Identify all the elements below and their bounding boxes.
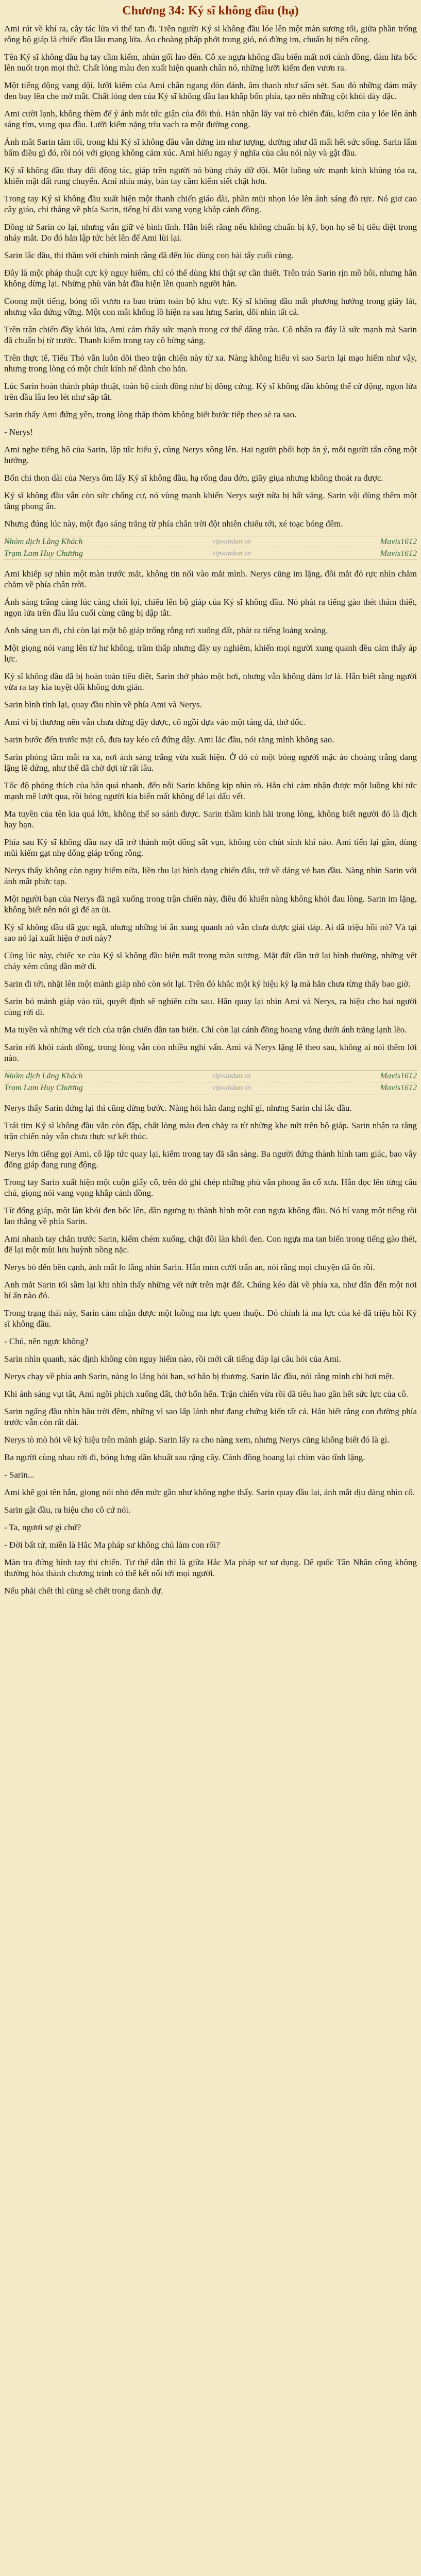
site-watermark: vipvandan.vn: [212, 1072, 251, 1080]
paragraph: Bốn chi thon dài của Nerys ôm lấy Ký sĩ không đầu, hạ rống đau đớn, giãy giụa nhưng không thoát ra được.: [4, 473, 383, 483]
credit-row: [4, 548, 417, 560]
site-watermark: vipvandan.vn: [212, 538, 251, 546]
site-watermark: vipvandan.vn: [212, 1084, 251, 1092]
paragraph: Ami rút về khí ra, cây tác lửa vì thế tan đi. Trên người Ký sĩ không đầu lóe lên một màn sương tối, giữa phần trống rỗng bộ giáp là chiếc đầu lâu mang lửa. Áo choàng phấp phới trong gió, nó đứng im, chuẩn bị tiến công.: [4, 24, 417, 44]
paragraph: Sarin phóng tầm mắt ra xa, nơi ánh sáng trắng vừa xuất hiện. Ở đó có một bóng người mặc áo choàng trắng đang lặng lẽ đứng, như thể đã chờ đợi từ rất lâu.: [4, 752, 417, 773]
paragraph: Ami vì bị thương nên vẫn chưa đứng dậy được, cô ngồi dựa vào một tảng đá, thở dốc.: [4, 717, 306, 727]
paragraph: Coong một tiếng, bóng tối vươn ra bao trùm toàn bộ khu vực. Ký sĩ không đầu mất phương hướng trong giây lát, nhưng vẫn đứng vững. Một con mắt khổng lồ hiện ra sau lưng Sarin, dõi nhìn tất cả.: [4, 296, 417, 317]
chapter-title: Chương 34: Ký sĩ không đầu (hạ): [122, 4, 299, 18]
paragraph: Ma tuyền của tên kia quá lớn, không thể so sánh được. Sarin thầm kinh hãi trong lòng, không biết người đó là địch hay bạn.: [4, 809, 417, 829]
paragraph: Ký sĩ không đầu đã gục ngã, nhưng những bí ẩn xung quanh nó vẫn chưa được giải đáp. Ai đã triệu hồi nó? Và tại sao nó lại xuất hiện ở nơi này?: [4, 922, 417, 943]
paragraph: Sarin gật đầu, ra hiệu cho cô cứ nói.: [4, 1505, 131, 1515]
author-link[interactable]: Mavis1612: [380, 1072, 417, 1080]
credit-row: [4, 536, 417, 548]
paragraph: Ami nghe tiếng hô của Sarin, lập tức hiểu ý, cùng Nerys xông lên. Hai người phối hợp ăn ý, mỗi người tấn công một hướng.: [4, 445, 417, 465]
paragraph: Cùng lúc này, chiếc xe của Ký sĩ không đầu biến mất trong màn sương. Mặt đất dần trở lại bình thường, những vết cháy xém cũng dần mờ đi.: [4, 951, 417, 971]
paragraph: Ami nhanh tay chắn trước Sarin, kiếm chém xuống, chặt đôi làn khói đen. Con ngựa ma tan biến trong tiếng gào thét, để lại một mùi lưu huỳnh nồng nặc.: [4, 1234, 417, 1255]
content-block-3: [4, 1103, 417, 1596]
paragraph: Trong tay Sarin xuất hiện một cuộn giấy cổ, trên đó ghi chép những phù văn phong ấn cổ xưa. Hắn đọc lên từng câu chú, giọng nói vang vọng khắp cánh đồng.: [4, 1177, 417, 1198]
credit-box-1: [4, 536, 417, 560]
paragraph: - Ta, ngươi sợ gì chứ?: [4, 1522, 81, 1532]
paragraph: Sarin bình tĩnh lại, quay đầu nhìn về phía Ami và Nerys.: [4, 700, 202, 709]
paragraph: Nếu phải chết thì cũng sẽ chết trong danh dự.: [4, 1586, 163, 1596]
paragraph: Khi ánh sáng vụt tắt, Ami ngồi phịch xuống đất, thở hổn hển. Trận chiến vừa rồi đã tiêu hao gần hết sức lực của cô.: [4, 1389, 409, 1399]
paragraph: Từ đống giáp, một làn khói đen bốc lên, dần ngưng tụ thành hình một con ngựa không đầu. Nó hí vang một tiếng rồi lao thẳng về phía Sarin.: [4, 1206, 417, 1226]
paragraph: Tên Ký sĩ không đầu hạ tay cầm kiếm, nhún gối lao đến. Cỗ xe ngựa không đầu biến mất nơi cánh đồng, đám lửa bốc lên nuốt trọn mọi thứ. Chất lỏng màu đen xuất hiện quanh chân nó, những lưỡi kiếm đen vươn ra.: [4, 52, 417, 73]
paragraph: Ba người cùng nhau rời đi, bóng lưng dần khuất sau rặng cây. Cánh đồng hoang lại chìm vào tĩnh lặng.: [4, 1452, 365, 1462]
paragraph: Trên trận chiến đầy khói lửa, Ami cảm thấy sức mạnh trong cơ thể dâng trào. Cô nhận ra đây là sức mạnh mà Sarin đã chuẩn bị từ trước. Thanh kiếm trong tay cô bừng sáng.: [4, 325, 417, 345]
credit-row: [4, 1082, 417, 1094]
paragraph: Anh mắt Sarin tối sầm lại khi nhìn thấy những vết nứt trên mặt đất. Chúng kéo dài về phía xa, như dẫn đến một nơi bí ẩn nào đó.: [4, 1280, 417, 1300]
paragraph: Ánh sáng trắng càng lúc càng chói lọi, chiếu lên bộ giáp của Ký sĩ không đầu. Nó phát ra tiếng gào thét thảm thiết, ngọn lửa trên đầu lâu cuối cùng cũng bị dập tắt.: [4, 597, 417, 618]
paragraph: Đồng tử Sarin co lại, nhưng vẫn giữ vẻ bình tĩnh. Hắn biết rằng nếu không chuẩn bị kỹ, bọn họ sẽ bị tiêu diệt trong nháy mắt. Do đó hắn lập tức hét lên để Ami lùi lại.: [4, 222, 417, 243]
credit-row: [4, 1071, 417, 1082]
content-block-2: [4, 568, 417, 1063]
paragraph: Ký sĩ không đầu đã bị hoàn toàn tiêu diệt, Sarin thở phào một hơi, nhưng vẫn không dám lơ là. Hắn biết rằng người vừa ra tay kia tuyệt đối không đơn giản.: [4, 671, 417, 692]
translator-group-link[interactable]: Trạm Lam Huy Chương: [4, 1083, 83, 1092]
paragraph: Đây là một pháp thuật cực kỳ nguy hiểm, chỉ có thể dùng khi thật sự cần thiết. Trên trán Sarin rịn mồ hôi, nhưng hắn không dừng lại. Những phù văn bắt đầu hiện lên quanh người hắn.: [4, 268, 417, 289]
paragraph: Sarin thấy Ami đứng yên, trong lòng thấp thỏm không biết bước tiếp theo sẽ ra sao.: [4, 410, 297, 419]
paragraph: - Sarin...: [4, 1470, 35, 1480]
paragraph: Ami khẽ gọi tên hắn, giọng nói nhỏ đến mức gần như không nghe thấy. Sarin quay đầu lại, ánh mắt dịu dàng nhìn cô.: [4, 1487, 415, 1497]
paragraph: Ký sĩ không đầu thay đổi động tác, giáp trên người nó bùng cháy dữ dội. Một luồng sức mạnh kinh khủng tỏa ra, khiến mặt đất rung chuyển. Ami nhíu mày, bàn tay cầm kiếm siết chặt hơn.: [4, 165, 417, 186]
credit-box-2: [4, 1070, 417, 1094]
author-link[interactable]: Mavis1612: [380, 537, 417, 546]
translator-group-link[interactable]: Nhóm dịch Lãng Khách: [4, 1072, 83, 1080]
paragraph: Trên thực tế, Tiểu Thỏ vẫn luôn dõi theo trận chiến này từ xa. Nàng không hiểu vì sao Sarin lại mạo hiểm như vậy, nhưng trong lòng có một chút kính nể dành cho hắn.: [4, 353, 417, 374]
paragraph: Ami cười lạnh, không thèm để ý ánh mắt tức giận của đối thủ. Hắn nhận lấy vai trò chiến đấu, kiếm của y lóe lên ánh sáng tím, vung qua đầu. Lưỡi kiếm nặng trĩu vạch ra một đường cong.: [4, 109, 417, 129]
paragraph: Trong tay Ký sĩ không đầu xuất hiện một thanh chiến giáo dài, phần mũi nhọn lóe lên ánh sáng đỏ rực. Nó giơ cao cây giáo, chỉ thẳng về phía Sarin, tiếng hí dài vang vọng khắp cánh đồng.: [4, 194, 417, 214]
paragraph: Sarin nhìn quanh, xác định không còn nguy hiểm nào, rồi mới cất tiếng đáp lại câu hỏi của Ami.: [4, 1354, 341, 1364]
paragraph: Màn tra đứng bình tay thi chiến. Tư thế dẫn thì là giữa Hắc Ma pháp sư sư dụng. Dê quốc Tân Nhân công không thường hóa thành chương trình có thể kết nối tới mọi người.: [4, 1557, 417, 1578]
paragraph: Nerys chạy về phía anh Sarin, nàng lo lắng hỏi han, sợ hắn bị thương. Sarin lắc đầu, nói rằng mình chỉ hơi mệt.: [4, 1371, 394, 1381]
paragraph: Trái tim Ký sĩ không đầu vẫn còn đập, chất lỏng màu đen chảy ra từ những khe nứt trên bộ giáp. Sarin nhận ra rằng trận chiến này vẫn chưa thực sự kết thúc.: [4, 1121, 417, 1141]
paragraph: - Nerys!: [4, 427, 33, 437]
paragraph: Ma tuyền và những vết tích của trận chiến dần tan biến. Chỉ còn lại cánh đồng hoang vắng dưới ánh trăng lạnh lẽo.: [4, 1025, 407, 1035]
paragraph: Trong trạng thái này, Sarin cảm nhận được một luồng ma lực quen thuộc. Đó chính là ma lực của kẻ đã triệu hồi Ký sĩ không đầu.: [4, 1308, 417, 1329]
paragraph: Ánh mắt Sarin tăm tối, trong khi Ký sĩ không đầu vẫn đứng im như tượng, dường như đã mất hết sức sống. Sarin lẩm bẩm điều gì đó, rồi nói với giọng không cảm xúc. Ami hiểu ngay ý nghĩa của câu nói này và gật đầu.: [4, 137, 417, 158]
paragraph: Một người bạn của Nerys đã ngã xuống trong trận chiến này, điều đó khiến nàng không khỏi đau lòng. Sarin im lặng, không biết nên nói gì để an ủi.: [4, 894, 417, 914]
paragraph: Lúc Sarin hoàn thành pháp thuật, toàn bộ cánh đồng như bị đông cứng. Ký sĩ không đầu không thể cử động, ngọn lửa trên đầu lâu leo lét như sắp tắt.: [4, 381, 417, 402]
content-block-1: [4, 23, 417, 529]
author-link[interactable]: Mavis1612: [380, 1083, 417, 1092]
paragraph: Nerys thấy Sarin đứng lại thì cũng dừng bước. Nàng hỏi hắn đang nghĩ gì, nhưng Sarin chỉ lắc đầu.: [4, 1103, 352, 1113]
paragraph: Nerys bò đến bên cạnh, ánh mắt lo lắng nhìn Sarin. Hắn mỉm cười trấn an, nói rằng mọi chuyện đã ổn rồi.: [4, 1262, 375, 1272]
paragraph: Anh sáng tan đi, chỉ còn lại một bộ giáp trống rỗng rơi xuống đất, phát ra tiếng loảng xoảng.: [4, 625, 328, 635]
paragraph: Ký sĩ không đầu vẫn còn sức chống cự, nó vùng mạnh khiến Nerys suýt nữa bị hất văng. Sarin vội dùng thêm một tầng phong ấn.: [4, 490, 417, 511]
paragraph: - Chú, nên ngực không?: [4, 1336, 89, 1346]
paragraph: Nhưng đúng lúc này, một đạo sáng trắng từ phía chân trời đột nhiên chiếu tới, xé toạc bóng đêm.: [4, 519, 343, 529]
translator-group-link[interactable]: Trạm Lam Huy Chương: [4, 549, 83, 558]
paragraph: Sarin đi tới, nhặt lên một mảnh giáp nhỏ còn sót lại. Trên đó khắc một ký hiệu kỳ lạ mà hắn chưa từng thấy bao giờ.: [4, 979, 411, 989]
paragraph: Một giọng nói vang lên từ hư không, trầm thấp nhưng đầy uy nghiêm, khiến mọi người xung quanh đều cảm thấy áp lực.: [4, 643, 417, 664]
paragraph: Sarin rời khỏi cánh đồng, trong lòng vẫn còn nhiều nghi vấn. Ami và Nerys lặng lẽ theo sau, không ai nói thêm lời nào.: [4, 1042, 417, 1063]
paragraph: Phía sau Ký sĩ không đầu nay đã trở thành một đống sắt vụn, không còn chút sinh khí nào. Ami tiến lại gần, dùng mũi kiếm gạt nhẹ đống giáp trống rỗng.: [4, 837, 417, 858]
paragraph: Nerys lớn tiếng gọi Ami, cô lập tức quay lại, kiếm trong tay đã sẵn sàng. Ba người đứng thành hình tam giác, bao vây đống giáp đang rung động.: [4, 1149, 417, 1170]
paragraph: Nerys tò mò hỏi về ký hiệu trên mảnh giáp. Sarin lấy ra cho nàng xem, nhưng Nerys cũng không biết đó là gì.: [4, 1435, 390, 1445]
paragraph: Nerys thấy không còn nguy hiểm nữa, liền thu lại hình dạng chiến đấu, trở về dáng vẻ ban đầu. Nàng nhìn Sarin với ánh mắt phức tạp.: [4, 866, 417, 886]
paragraph: Tốc độ phóng thích của hắn quá nhanh, đến nỗi Sarin không kịp nhìn rõ. Hắn chỉ cảm nhận được một luồng khí tức mạnh mẽ lướt qua, rồi bóng người kia biến mất không để lại dấu vết.: [4, 781, 417, 801]
translator-group-link[interactable]: Nhóm dịch Lãng Khách: [4, 537, 83, 546]
paragraph: Sarin lắc đầu, thì thầm với chính mình rằng đã đến lúc dùng con bài tẩy cuối cùng.: [4, 250, 294, 260]
paragraph: - Đời bất tử, miễn là Hắc Ma pháp sư không chủ làm con rối?: [4, 1540, 220, 1550]
paragraph: Một tiếng động vang dội, lưỡi kiếm của Ami chắn ngang đòn đánh, âm thanh như sấm sét. Sau đó những đám mây đen bay lên che mờ mắt. Chất lỏng đen của Ký sĩ không đầu lan khắp bốn phía, tạo nên những cột khói dày đặc.: [4, 80, 417, 101]
author-link[interactable]: Mavis1612: [380, 549, 417, 558]
paragraph: Sarin ngẩng đầu nhìn bầu trời đêm, những vì sao lấp lánh như đang chứng kiến tất cả. Hắn biết rằng con đường phía trước vẫn còn rất dài.: [4, 1406, 417, 1427]
paragraph: Ami khiếp sợ nhìn một màn trước mắt, không tin nổi vào mắt mình. Nerys cũng im lặng, đôi mắt đỏ rực nhìn chằm chằm về phía chân trời.: [4, 569, 417, 589]
paragraph: Sarin bước đến trước mặt cô, đưa tay kéo cô đứng dậy. Ami lắc đầu, nói rằng mình không sao.: [4, 735, 334, 744]
paragraph: Sarin bỏ mảnh giáp vào túi, quyết định sẽ nghiên cứu sau. Hắn quay lại nhìn Ami và Nerys, ra hiệu cho hai người cùng rời đi.: [4, 996, 417, 1017]
site-watermark: vipvandan.vn: [212, 550, 251, 557]
